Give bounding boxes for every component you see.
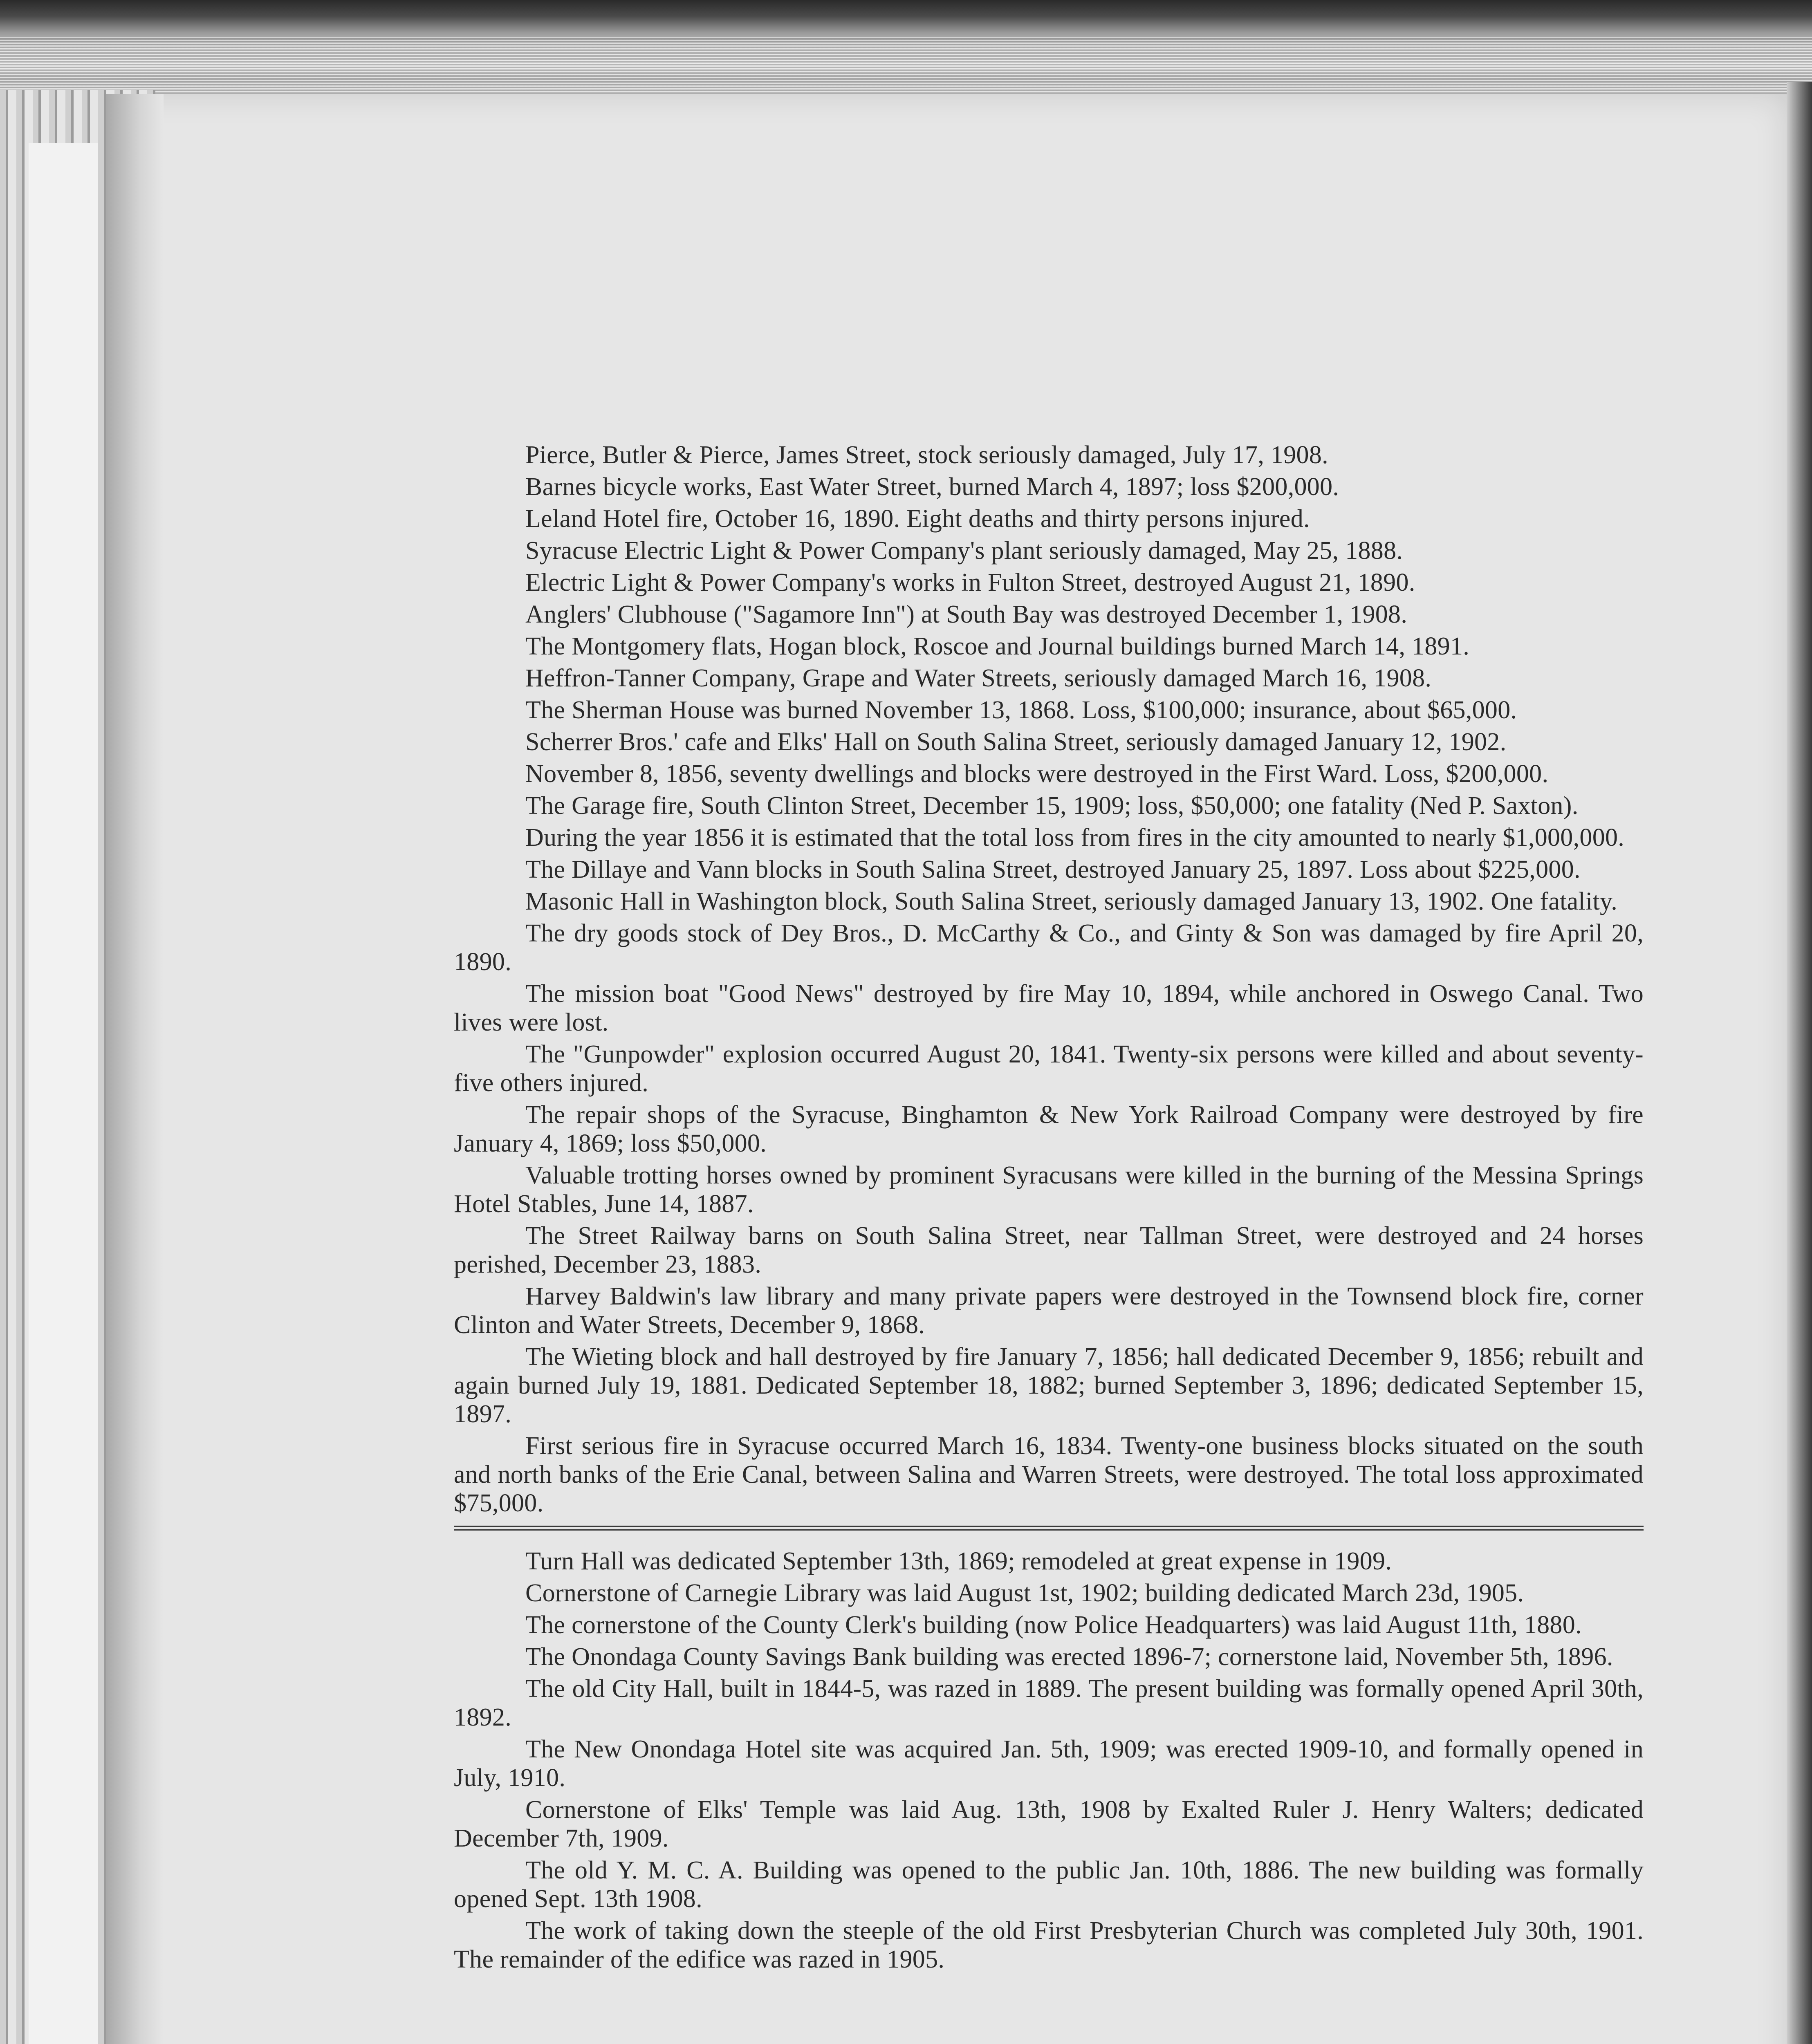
paragraph: The Onondaga County Savings Bank building was erected 1896-7; cornerstone laid, November 5th, 1896. (525, 1643, 1613, 1671)
paragraph: Cornerstone of Carnegie Library was laid August 1st, 1902; building dedicated March 23d, 1905. (525, 1579, 1524, 1607)
paragraph: Anglers' Clubhouse ("Sagamore Inn") at South Bay was destroyed December 1, 1908. (525, 601, 1408, 628)
paragraph: Heffron-Tanner Company, Grape and Water Streets, seriously damaged March 16, 1908. (525, 664, 1432, 692)
paragraph: The cornerstone of the County Clerk's building (now Police Headquarters) was laid August 11th, 1880. (525, 1611, 1582, 1639)
paragraph: Valuable trotting horses owned by prominent Syracusans were killed in the burning of the Messina Springs Hotel Stables, June 14, 1887. (454, 1161, 1644, 1218)
paragraph: The Garage fire, South Clinton Street, December 15, 1909; loss, $50,000; one fatality (Ned P. Saxton). (525, 792, 1579, 820)
paragraph: The work of taking down the steeple of the old First Presbyterian Church was completed July 30th, 1901. The remainder of the edifice was razed in 1905. (454, 1917, 1644, 1973)
paragraph: Electric Light & Power Company's works in Fulton Street, destroyed August 21, 1890. (525, 569, 1415, 596)
paragraph: The old Y. M. C. A. Building was opened to the public Jan. 10th, 1886. The new building was formally opened Sept. 13th 1908. (454, 1856, 1644, 1913)
paragraph: Scherrer Bros.' cafe and Elks' Hall on South Salina Street, seriously damaged January 12, 1902. (525, 728, 1507, 756)
paragraph: The old City Hall, built in 1844-5, was razed in 1889. The present building was formally opened April 30th, 1892. (454, 1675, 1644, 1731)
paragraph: Syracuse Electric Light & Power Company's plant seriously damaged, May 25, 1888. (525, 537, 1403, 565)
fire-history-section (454, 441, 1644, 1517)
paragraph: During the year 1856 it is estimated that the total loss from fires in the city amounted to nearly $1,000,000. (525, 824, 1625, 852)
paragraph: Pierce, Butler & Pierce, James Street, stock seriously damaged, July 17, 1908. (525, 441, 1328, 469)
paragraph: November 8, 1856, seventy dwellings and blocks were destroyed in the First Ward. Loss, $200,000. (525, 760, 1549, 788)
paragraph: Masonic Hall in Washington block, South Salina Street, seriously damaged January 13, 1902. One fatality. (525, 888, 1618, 915)
paragraph: The Street Railway barns on South Salina Street, near Tallman Street, were destroyed and 24 horses perished, December 23, 1883. (454, 1222, 1644, 1278)
paragraph: The repair shops of the Syracuse, Binghamton & New York Railroad Company were destroyed by fire January 4, 1869; loss $50,000. (454, 1101, 1644, 1157)
paragraph: Cornerstone of Elks' Temple was laid Aug. 13th, 1908 by Exalted Ruler J. Henry Walters; dedicated December 7th, 1909. (454, 1796, 1644, 1852)
book-top-edge (0, 0, 1812, 106)
paragraph: Harvey Baldwin's law library and many private papers were destroyed in the Townsend block fire, corner Clinton and Water Streets, December 9, 1868. (454, 1282, 1644, 1339)
paragraph: The Montgomery flats, Hogan block, Roscoe and Journal buildings burned March 14, 1891. (525, 632, 1470, 660)
page-gutter-shadow (106, 94, 164, 2044)
text-column (454, 441, 1644, 1977)
paragraph: Barnes bicycle works, East Water Street, burned March 4, 1897; loss $200,000. (525, 473, 1339, 501)
paragraph: The Dillaye and Vann blocks in South Salina Street, destroyed January 25, 1897. Loss about $225,000. (525, 856, 1581, 883)
paragraph: First serious fire in Syracuse occurred March 16, 1834. Twenty-one business blocks situated on the south and north banks of the Erie Canal, between Salina and Warren Streets, were destroyed. The total loss approximated $75,000. (454, 1432, 1644, 1517)
section-divider (454, 1526, 1644, 1531)
paragraph: Turn Hall was dedicated September 13th, 1869; remodeled at great expense in 1909. (525, 1547, 1392, 1575)
paragraph: The Sherman House was burned November 13, 1868. Loss, $100,000; insurance, about $65,000. (525, 696, 1517, 724)
paragraph: Leland Hotel fire, October 16, 1890. Eight deaths and thirty persons injured. (525, 505, 1310, 533)
buildings-section (454, 1547, 1644, 1974)
paragraph: The dry goods stock of Dey Bros., D. McCarthy & Co., and Ginty & Son was damaged by fire April 20, 1890. (454, 919, 1644, 976)
paragraph: The "Gunpowder" explosion occurred August 20, 1841. Twenty-six persons were killed and about seventy-five others injured. (454, 1040, 1644, 1097)
paragraph: The Wieting block and hall destroyed by fire January 7, 1856; hall dedicated December 9, 1856; rebuilt and again burned July 19, 1881. Dedicated September 18, 1882; burned September 3, 1896; dedicated September 15, 1897. (454, 1343, 1644, 1428)
paragraph: The mission boat "Good News" destroyed by fire May 10, 1894, while anchored in Oswego Canal. Two lives were lost. (454, 980, 1644, 1036)
paragraph: The New Onondaga Hotel site was acquired Jan. 5th, 1909; was erected 1909-10, and formally opened in July, 1910. (454, 1735, 1644, 1792)
underlying-page (29, 143, 98, 2044)
book-right-edge (1787, 82, 1812, 2044)
